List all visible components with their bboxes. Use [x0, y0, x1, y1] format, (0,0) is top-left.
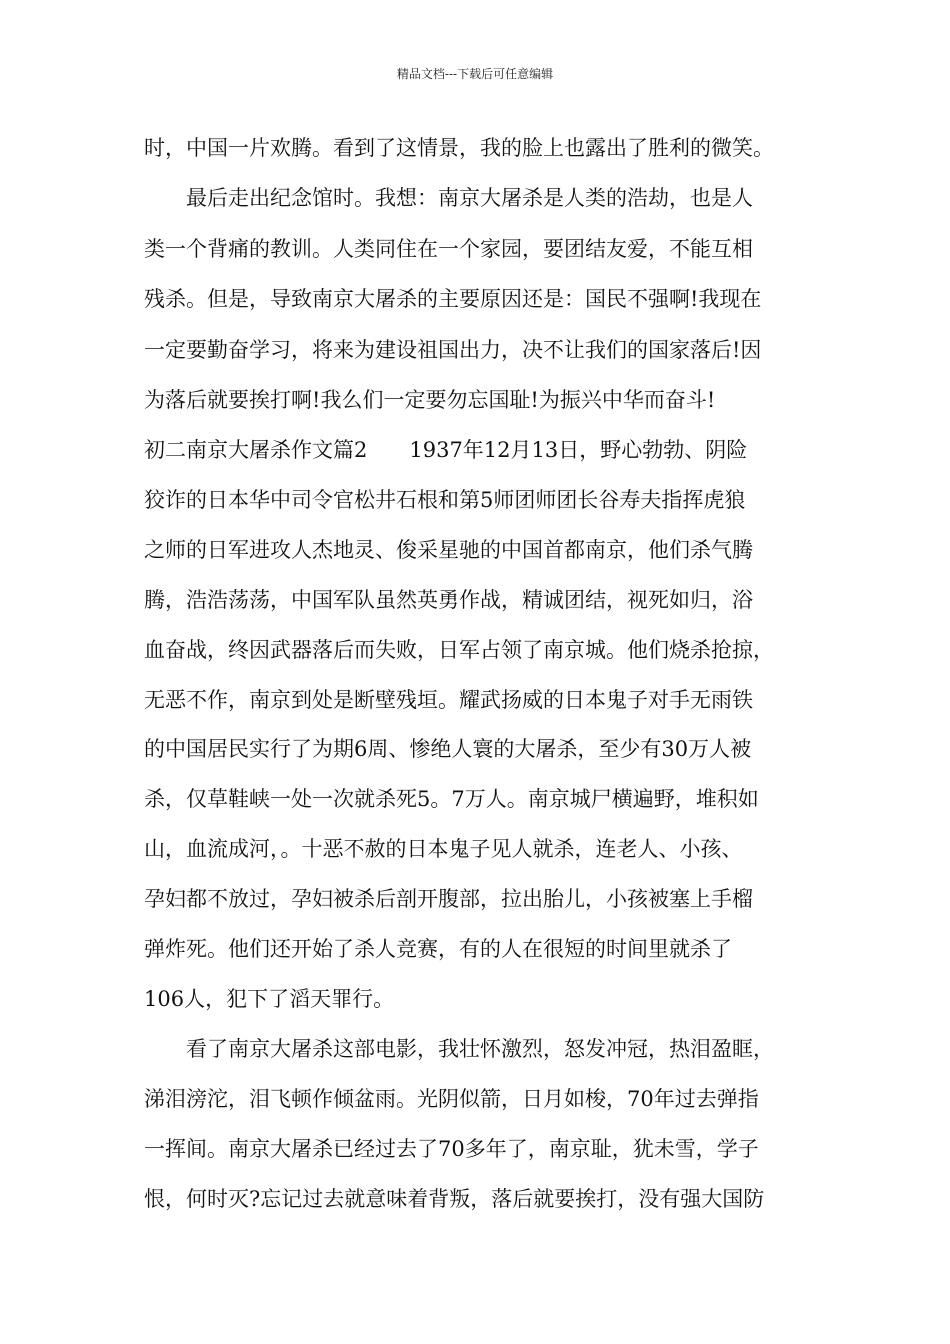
text-line: 血奋战，终因武器落后而失败，日军占领了南京城。他们烧杀抢掠， — [144, 638, 774, 662]
text-line: 最后走出纪念馆时。我想：南京大屠杀是人类的浩劫，也是人 — [144, 186, 753, 210]
text-line: 一挥间。南京大屠杀已经过去了70多年了，南京耻，犹未雪，学子 — [144, 1137, 759, 1161]
text-line: 时，中国一片欢腾。看到了这情景，我的脸上也露出了胜利的微笑。 — [144, 136, 774, 160]
text-line: 孕妇都不放过，孕妇被杀后剖开腹部，拉出胎儿，小孩被塞上手榴 — [144, 887, 753, 911]
text-line: 106人，犯下了滔天罪行。 — [144, 987, 395, 1011]
page-header: 精品文档---下载后可任意编辑 — [396, 67, 554, 81]
text-line: 恨，何时灭?忘记过去就意味着背叛，落后就要挨打，没有强大国防 — [144, 1187, 765, 1211]
text-line: 一定要勤奋学习，将来为建设祖国出力，决不让我们的国家落后!因 — [144, 338, 762, 362]
text-line: 无恶不作，南京到处是断壁残垣。耀武扬威的日本鬼子对手无雨铁 — [144, 688, 753, 712]
text-line: 看了南京大屠杀这部电影，我壮怀激烈，怒发冲冠，热泪盈眶， — [144, 1037, 774, 1061]
text-line: 山，血流成河，。十恶不赦的日本鬼子见人就杀，连老人、小孩、 — [144, 837, 743, 861]
text-line: 弹炸死。他们还开始了杀人竞赛，有的人在很短的时间里就杀了 — [144, 937, 732, 961]
text-line: 涕泪滂沱，泪飞顿作倾盆雨。光阴似箭，日月如梭，70年过去弹指 — [144, 1087, 759, 1111]
text-line: 类一个背痛的教训。人类同住在一个家园，要团结友爱，不能互相 — [144, 237, 753, 261]
text-line: 杀，仅草鞋峡一处一次就杀死5。7万人。南京城尸横遍野，堆积如 — [144, 787, 759, 811]
text-line: 残杀。但是，导致南京大屠杀的主要原因还是：国民不强啊!我现在 — [144, 287, 762, 311]
section-heading-line: 初二南京大屠杀作文篇2 1937年12月13日，野心勃勃、阴险 — [144, 438, 748, 462]
text-line: 狡诈的日本华中司令官松井石根和第5师团师团长谷寿夫指挥虎狼 — [144, 488, 746, 512]
text-line: 为落后就要挨打啊!我么们一定要勿忘国耻!为振兴中华而奋斗! — [144, 388, 716, 412]
text-line: 之师的日军进攻人杰地灵、俊采星驰的中国首都南京，他们杀气腾 — [144, 538, 753, 562]
text-line: 的中国居民实行了为期6周、惨绝人寰的大屠杀，至少有30万人被 — [144, 737, 752, 761]
text-line: 腾，浩浩荡荡，中国军队虽然英勇作战，精诚团结，视死如归，浴 — [144, 588, 753, 612]
